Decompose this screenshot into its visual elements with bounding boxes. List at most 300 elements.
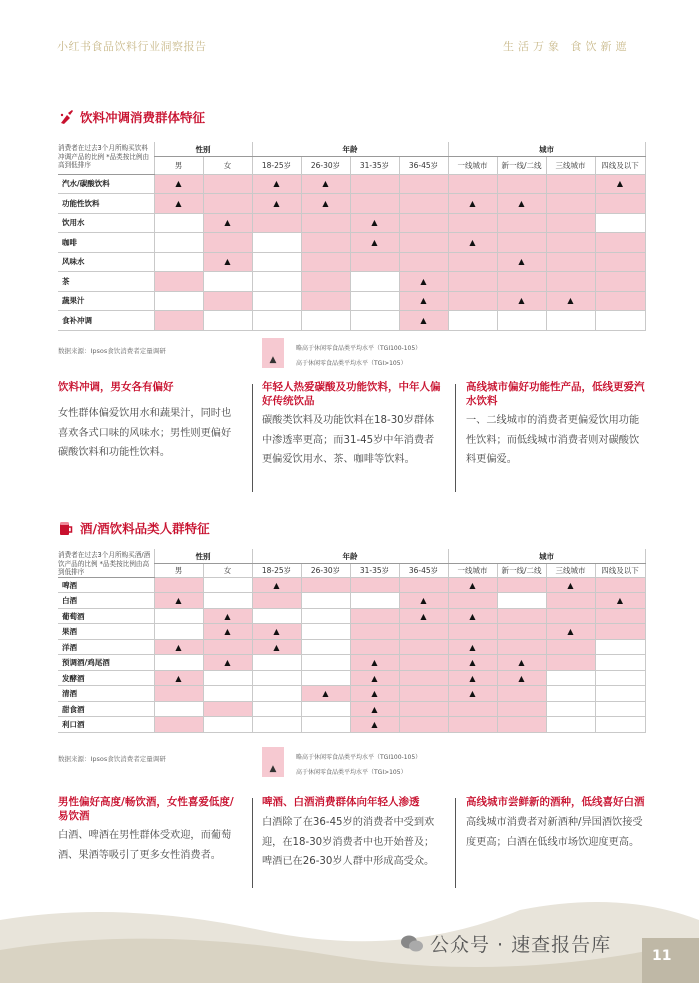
triangle-icon: ▲ [273, 198, 280, 208]
group-header-age: 年龄 [252, 142, 448, 157]
table-cell [203, 593, 252, 609]
table-cell [350, 670, 399, 686]
table-cell [301, 252, 350, 272]
triangle-icon: ▲ [469, 580, 476, 590]
table-cell [203, 624, 252, 640]
table-cell [252, 593, 301, 609]
triangle-icon: ▲ [224, 218, 231, 228]
table-cell [595, 593, 645, 609]
column-header: 一线城市 [448, 564, 497, 578]
triangle-icon: ▲ [224, 627, 231, 637]
table-cell [546, 639, 595, 655]
group-header-city: 城市 [448, 549, 645, 564]
table-cell [301, 233, 350, 253]
table-description: 消费者在过去3个月所购买饮料冲调产品的比例 *品类按比例由高到低排序 [58, 142, 154, 174]
triangle-icon: ▲ [175, 673, 182, 683]
table-cell [252, 311, 301, 331]
table-cell [399, 291, 448, 311]
table-cell [546, 291, 595, 311]
table-cell [595, 272, 645, 292]
triangle-icon: ▲ [420, 596, 427, 606]
row-label: 功能性饮料 [58, 194, 154, 214]
row-label: 甜食酒 [58, 701, 154, 717]
table-cell [301, 194, 350, 214]
table-cell [595, 213, 645, 233]
insight-title: 高线城市偏好功能性产品，低线更爱汽水饮料 [466, 381, 645, 407]
table-cell [154, 233, 203, 253]
table-cell [546, 252, 595, 272]
table-cell [497, 577, 546, 593]
row-label: 葡萄酒 [58, 608, 154, 624]
table-cell [448, 174, 497, 194]
table-cell [399, 717, 448, 733]
table-row [58, 213, 645, 233]
triangle-icon: ▲ [371, 658, 378, 668]
table-cell [154, 272, 203, 292]
row-label: 洋酒 [58, 639, 154, 655]
table-cell [546, 311, 595, 331]
table-cell [546, 624, 595, 640]
section1-title [58, 108, 205, 126]
column-header: 三线城市 [546, 157, 595, 175]
triangle-icon: ▲ [420, 296, 427, 306]
triangle-icon: ▲ [224, 257, 231, 267]
row-label: 饮用水 [58, 213, 154, 233]
triangle-icon: ▲ [175, 198, 182, 208]
table-cell [595, 194, 645, 214]
table-cell [595, 252, 645, 272]
section1-title-text: 饮料冲调消费群体特征 [80, 110, 206, 125]
table-cell [497, 194, 546, 214]
triangle-icon: ▲ [469, 198, 476, 208]
beverage-icon [58, 109, 74, 125]
column-header: 男 [154, 564, 203, 578]
row-label: 汽水/碳酸饮料 [58, 174, 154, 194]
table-cell [301, 639, 350, 655]
table-cell [154, 608, 203, 624]
table-cell [301, 593, 350, 609]
insight-col-3 [466, 795, 648, 852]
legend-tri-swatch: ▲ [262, 353, 284, 368]
column-header: 26-30岁 [301, 157, 350, 175]
table-cell [448, 686, 497, 702]
table-cell [350, 194, 399, 214]
table-row [58, 577, 645, 593]
triangle-icon: ▲ [420, 315, 427, 325]
row-label: 果酒 [58, 624, 154, 640]
table-cell [497, 686, 546, 702]
table-cell [301, 174, 350, 194]
insight-col-2 [262, 380, 442, 470]
column-header: 新一线/二线 [497, 564, 546, 578]
triangle-icon: ▲ [518, 658, 525, 668]
table-cell [595, 686, 645, 702]
table-cell [252, 686, 301, 702]
source-note: 数据来源：Ipsos食饮消费者定量调研 [58, 755, 166, 763]
table-cell [350, 233, 399, 253]
table-cell [497, 639, 546, 655]
table-cell [448, 233, 497, 253]
insight-title: 男性偏好高度/畅饮酒，女性喜爱低度/易饮酒 [58, 796, 234, 822]
table-cell [154, 670, 203, 686]
table-cell [399, 213, 448, 233]
column-header: 26-30岁 [301, 564, 350, 578]
column-header: 女 [203, 564, 252, 578]
table-row [58, 194, 645, 214]
table-cell [154, 291, 203, 311]
triangle-icon: ▲ [567, 580, 574, 590]
row-label: 预调酒/鸡尾酒 [58, 655, 154, 671]
table-cell [497, 272, 546, 292]
group-header-city: 城市 [448, 142, 645, 157]
watermark-text: 公众号 · 速查报告库 [430, 934, 612, 956]
table-cell [399, 252, 448, 272]
report-slogan: 生活万象 食饮新遮 [503, 40, 631, 53]
table-cell [595, 701, 645, 717]
table-cell [154, 194, 203, 214]
table-cell [448, 670, 497, 686]
table-cell [448, 213, 497, 233]
group-header-age: 年龄 [252, 549, 448, 564]
table-cell [154, 639, 203, 655]
table-cell [399, 233, 448, 253]
table-cell [595, 291, 645, 311]
table-cell [154, 624, 203, 640]
legend-tri-swatch: ▲ [262, 762, 284, 777]
table-cell [595, 655, 645, 671]
table-description: 消费者在过去3个月所购买酒/酒饮产品的比例 *品类按比例由高到低排序 [58, 549, 154, 577]
insight-col-3 [466, 380, 646, 470]
column-header: 三线城市 [546, 564, 595, 578]
table-cell [595, 233, 645, 253]
table-cell [301, 272, 350, 292]
table-cell [399, 655, 448, 671]
table-row [58, 311, 645, 331]
table-cell [497, 608, 546, 624]
table-row [58, 291, 645, 311]
row-label: 食补冲调 [58, 311, 154, 331]
table-cell [203, 701, 252, 717]
column-header: 18-25岁 [252, 157, 301, 175]
table-cell [203, 608, 252, 624]
table-row [58, 608, 645, 624]
column-header: 31-35岁 [350, 564, 399, 578]
table-cell [203, 233, 252, 253]
table-row [58, 593, 645, 609]
wechat-icon [400, 934, 424, 954]
table-cell [595, 608, 645, 624]
table-cell [448, 194, 497, 214]
legend-pink-swatch [262, 338, 284, 353]
table-cell [497, 717, 546, 733]
divider [455, 384, 456, 492]
table-cell [448, 311, 497, 331]
triangle-icon: ▲ [371, 218, 378, 228]
alcohol-table [58, 549, 646, 733]
row-label: 利口酒 [58, 717, 154, 733]
insight-body: 女性群体偏爱饮用水和蔬果汁，同时也喜欢各式口味的风味水；男性则更偏好碳酸饮料和功能性饮料。 [58, 408, 232, 458]
triangle-icon: ▲ [322, 179, 329, 189]
table-cell [252, 655, 301, 671]
table-cell [497, 174, 546, 194]
table-cell [350, 717, 399, 733]
triangle-icon: ▲ [322, 198, 329, 208]
table-cell [350, 686, 399, 702]
column-header: 四线及以下 [595, 157, 645, 175]
table-cell [301, 608, 350, 624]
triangle-icon: ▲ [469, 237, 476, 247]
table-cell [252, 701, 301, 717]
insight-col-1 [58, 380, 240, 463]
triangle-icon: ▲ [273, 580, 280, 590]
table-cell [203, 194, 252, 214]
table-row [58, 655, 645, 671]
table-cell [546, 272, 595, 292]
table-cell [448, 252, 497, 272]
legend-pink-label: 略高于休闲零食品类平均水平（TGI100-105） [296, 754, 422, 761]
triangle-icon: ▲ [371, 237, 378, 247]
table-cell [252, 670, 301, 686]
table-cell [399, 670, 448, 686]
table-cell [350, 577, 399, 593]
table-cell [546, 717, 595, 733]
table-cell [448, 624, 497, 640]
table-cell [154, 717, 203, 733]
table-cell [497, 252, 546, 272]
table-cell [546, 577, 595, 593]
table-cell [203, 670, 252, 686]
table-cell [301, 686, 350, 702]
table-cell [595, 174, 645, 194]
insight-body: 碳酸类饮料及功能饮料在18-30岁群体中渗透率更高；而31-45岁中年消费者更偏爱饮用水、茶、咖啡等饮料。 [262, 415, 435, 465]
table-cell [546, 655, 595, 671]
table-cell [399, 311, 448, 331]
table-cell [448, 272, 497, 292]
triangle-icon: ▲ [371, 689, 378, 699]
triangle-icon: ▲ [273, 627, 280, 637]
table-cell [301, 291, 350, 311]
table-cell [399, 701, 448, 717]
table-cell [252, 608, 301, 624]
column-header: 31-35岁 [350, 157, 399, 175]
table-cell [448, 701, 497, 717]
table-cell [399, 577, 448, 593]
table-cell [350, 311, 399, 331]
table-cell [252, 252, 301, 272]
table-cell [448, 655, 497, 671]
table-cell [595, 670, 645, 686]
table-cell [203, 174, 252, 194]
triangle-icon: ▲ [518, 296, 525, 306]
table-cell [497, 701, 546, 717]
legend-tri-label: 高于休闲零食品类平均水平（TGI>105） [296, 360, 407, 367]
table-cell [252, 717, 301, 733]
table-cell [350, 655, 399, 671]
triangle-icon: ▲ [175, 596, 182, 606]
table-cell [203, 655, 252, 671]
table-cell [301, 670, 350, 686]
table-cell [448, 593, 497, 609]
table-cell [448, 608, 497, 624]
insight-title: 饮料冲调，男女各有偏好 [58, 381, 174, 393]
table-cell [203, 311, 252, 331]
table-cell [350, 608, 399, 624]
table-cell [595, 311, 645, 331]
table-row [58, 717, 645, 733]
table-cell [203, 272, 252, 292]
triangle-icon: ▲ [322, 689, 329, 699]
group-header-gender: 性别 [154, 142, 252, 157]
table-row [58, 686, 645, 702]
table-row [58, 272, 645, 292]
table-cell [252, 213, 301, 233]
table-cell [301, 311, 350, 331]
table-cell [448, 577, 497, 593]
triangle-icon: ▲ [273, 642, 280, 652]
table-row [58, 174, 645, 194]
table-cell [546, 233, 595, 253]
table-cell [154, 655, 203, 671]
section2-title [58, 519, 210, 537]
triangle-icon: ▲ [175, 179, 182, 189]
table-cell [301, 624, 350, 640]
table-cell [203, 291, 252, 311]
table-cell [448, 639, 497, 655]
table-cell [350, 272, 399, 292]
divider [455, 798, 456, 888]
triangle-icon: ▲ [567, 627, 574, 637]
section2-title-text: 酒/酒饮料品类人群特征 [80, 521, 210, 536]
triangle-icon: ▲ [469, 689, 476, 699]
insight-title: 高线城市尝鲜新的酒种，低线喜好白酒 [466, 796, 645, 808]
table-cell [497, 213, 546, 233]
row-label: 风味水 [58, 252, 154, 272]
table-cell [252, 174, 301, 194]
beverage-table [58, 142, 646, 331]
table-cell [301, 701, 350, 717]
table-cell [154, 311, 203, 331]
table-cell [448, 717, 497, 733]
triangle-icon: ▲ [420, 611, 427, 621]
table-cell [252, 577, 301, 593]
triangle-icon: ▲ [469, 658, 476, 668]
row-label: 发酵酒 [58, 670, 154, 686]
watermark [400, 930, 611, 957]
table-cell [546, 686, 595, 702]
table-cell [350, 291, 399, 311]
table-cell [252, 233, 301, 253]
table-cell [252, 639, 301, 655]
table-cell [154, 174, 203, 194]
triangle-icon: ▲ [371, 673, 378, 683]
table-cell [546, 670, 595, 686]
table-cell [399, 194, 448, 214]
triangle-icon: ▲ [224, 658, 231, 668]
row-label: 清酒 [58, 686, 154, 702]
column-header: 18-25岁 [252, 564, 301, 578]
row-label: 咖啡 [58, 233, 154, 253]
table-cell [301, 655, 350, 671]
table-cell [203, 686, 252, 702]
group-header-gender: 性别 [154, 549, 252, 564]
table-cell [399, 593, 448, 609]
column-header: 一线城市 [448, 157, 497, 175]
insight-body: 白酒、啤酒在男性群体受欢迎，而葡萄酒、果酒等吸引了更多女性消费者。 [58, 830, 232, 861]
table-cell [497, 655, 546, 671]
table-cell [448, 291, 497, 311]
column-header: 36-45岁 [399, 157, 448, 175]
table-cell [546, 701, 595, 717]
table-row [58, 639, 645, 655]
table-cell [595, 577, 645, 593]
table-cell [350, 639, 399, 655]
table-cell [399, 608, 448, 624]
table-cell [497, 593, 546, 609]
insight-col-2 [262, 795, 442, 872]
legend-pink-swatch [262, 747, 284, 762]
table-cell [546, 608, 595, 624]
table-cell [203, 717, 252, 733]
insight-title: 啤酒、白酒消费群体向年轻人渗透 [262, 796, 420, 808]
triangle-icon: ▲ [469, 611, 476, 621]
table-cell [497, 670, 546, 686]
table-row [58, 624, 645, 640]
table-cell [203, 639, 252, 655]
table-cell [203, 577, 252, 593]
triangle-icon: ▲ [567, 296, 574, 306]
triangle-icon: ▲ [371, 720, 378, 730]
table-cell [595, 717, 645, 733]
legend-tri-label: 高于休闲零食品类平均水平（TGI>105） [296, 769, 407, 776]
source-note: 数据来源：Ipsos食饮消费者定量调研 [58, 347, 166, 355]
triangle-icon: ▲ [371, 704, 378, 714]
table-row [58, 252, 645, 272]
triangle-icon: ▲ [518, 673, 525, 683]
table-cell [252, 291, 301, 311]
triangle-icon: ▲ [224, 611, 231, 621]
table-cell [399, 624, 448, 640]
triangle-icon: ▲ [616, 596, 624, 606]
legend-pink-label: 略高于休闲零食品类平均水平（TGI100-105） [296, 345, 422, 352]
triangle-icon: ▲ [420, 276, 427, 286]
table-cell [154, 701, 203, 717]
table-cell [203, 213, 252, 233]
table-cell [350, 174, 399, 194]
table-cell [154, 577, 203, 593]
row-label: 白酒 [58, 593, 154, 609]
table-cell [497, 233, 546, 253]
page-number: 11 [652, 948, 672, 964]
divider [252, 798, 253, 888]
table-cell [546, 194, 595, 214]
table-row [58, 701, 645, 717]
table-cell [399, 639, 448, 655]
table-cell [252, 624, 301, 640]
table-cell [350, 252, 399, 272]
table-cell [546, 213, 595, 233]
table-cell [154, 252, 203, 272]
triangle-icon: ▲ [518, 257, 525, 267]
triangle-icon: ▲ [175, 642, 182, 652]
table-cell [203, 252, 252, 272]
table-cell [350, 624, 399, 640]
table-cell [350, 701, 399, 717]
table-cell [301, 577, 350, 593]
triangle-icon: ▲ [273, 179, 280, 189]
table-cell [252, 194, 301, 214]
table-row [58, 233, 645, 253]
table-cell [350, 213, 399, 233]
